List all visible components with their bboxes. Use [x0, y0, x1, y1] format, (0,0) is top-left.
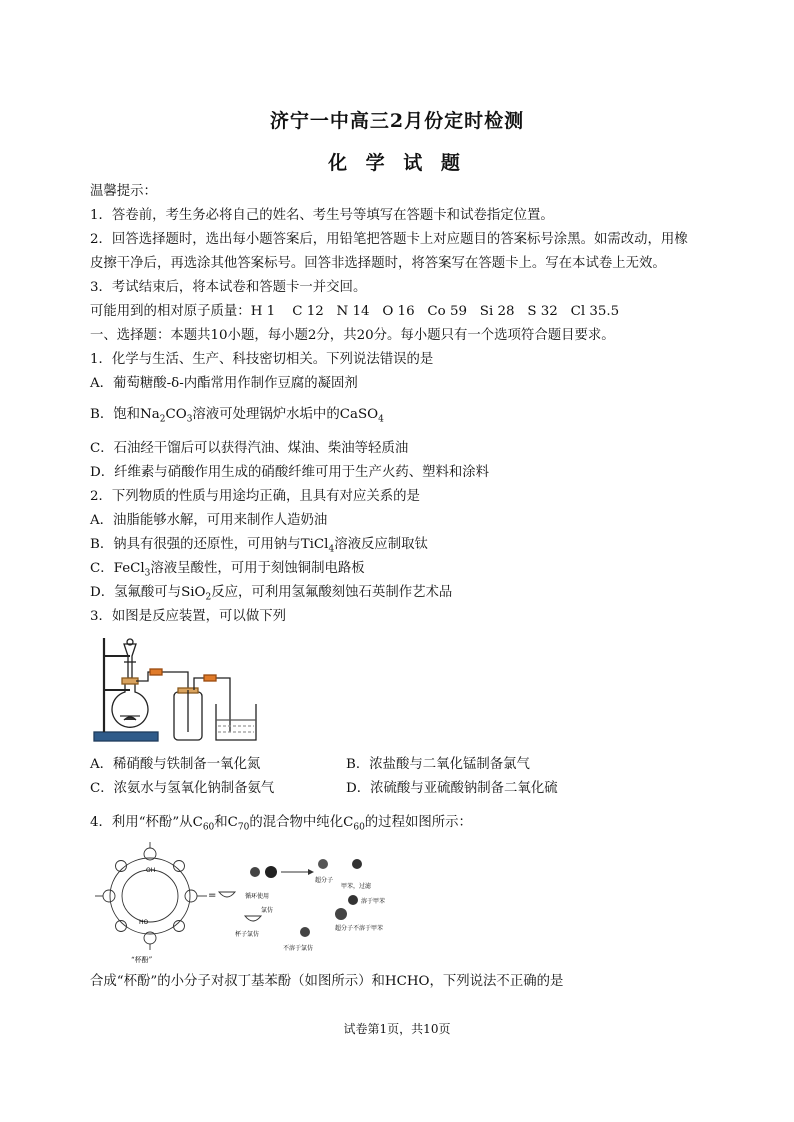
atomic-masses-label: 可能用到的相对原子质量： — [90, 304, 251, 319]
dropping-funnel — [124, 644, 136, 678]
stand-base — [94, 732, 158, 741]
calixarene-structure — [95, 842, 207, 950]
supramolecule-icon — [318, 859, 328, 869]
q2-option-d — [90, 585, 452, 606]
formula-c60-sub: 60 — [202, 822, 215, 833]
formula-c70: C — [227, 815, 238, 830]
q4-stem — [90, 815, 472, 836]
q4-and: 和 — [214, 815, 228, 830]
q1-option-b — [90, 407, 384, 428]
formula-caso: CaSO — [339, 407, 379, 422]
oh-label: OH — [146, 867, 156, 874]
formula-co: CO — [165, 407, 187, 422]
atomic-mass-n: N 14 — [336, 304, 370, 319]
q3-option-d: D．浓硫酸与亚硫酸钠制备二氧化硫 — [346, 781, 558, 796]
c70-dissolved-icon — [348, 895, 358, 905]
ho-label: HO — [139, 919, 149, 926]
supramolecule-label: 超分子 — [315, 877, 334, 884]
formula-sio: SiO — [181, 585, 206, 600]
q2-c-prefix: C． — [90, 561, 114, 576]
q1-option-c: C．石油经干馏后可以获得汽油、煤油、柴油等轻质油 — [90, 441, 409, 456]
q2-b-prefix: B．钠具有很强的还原性，可用钠与 — [90, 537, 301, 552]
reaction-apparatus-figure — [90, 632, 270, 747]
calixarene-process-figure — [95, 840, 395, 965]
exam-title: 济宁一中高三2月份定时检测 — [269, 110, 525, 132]
q2-option-b — [90, 537, 428, 558]
q2-c-post: 溶液呈酸性，可用于刻蚀铜制电路板 — [150, 561, 365, 576]
dissolve-toluene-label: 溶于甲苯 — [361, 898, 386, 905]
formula-fecl-sub: 3 — [144, 568, 151, 579]
formula-c60: C — [192, 815, 203, 830]
c60-product-icon — [300, 927, 310, 937]
q3-option-b: B．浓盐酸与二氧化锰制备氯气 — [346, 757, 530, 772]
section-1-heading: 一、选择题：本题共10小题，每小题2分，共20分。每小题只有一个选项符合题目要求。 — [90, 328, 615, 343]
toluene-filter-label: 甲苯，过滤 — [341, 883, 372, 890]
delivery-tube-2 — [194, 678, 230, 732]
page-footer: 试卷第1页，共10页 — [343, 1022, 451, 1036]
formula-ticl-sub: 4 — [328, 544, 335, 555]
tip-1: 1．答卷前，考生务必将自己的姓名、考生号等填写在答题卡和试卷指定位置。 — [90, 208, 554, 223]
rubber-joint-1 — [150, 669, 162, 675]
atomic-masses-line — [90, 304, 619, 320]
tip-3: 3．考试结束后，将本试卷和答题卡一并交回。 — [90, 280, 367, 295]
recycle-label: 循环使用 — [245, 893, 270, 900]
calix-label: “杯酚” — [131, 956, 153, 964]
q3-option-a: A．稀硝酸与铁制备一氧化氮 — [90, 757, 261, 772]
q3-option-c: C．浓氨水与氢氧化钠制备氨气 — [90, 781, 275, 796]
atomic-mass-co: Co 59 — [427, 304, 467, 319]
q1-b-prefix: B．饱和 — [90, 407, 141, 422]
q4-stem-post: 的过程如图所示： — [364, 815, 472, 830]
insoluble-chloroform-label: 不溶于氯仿 — [283, 945, 314, 952]
formula-sio-sub: 2 — [205, 592, 212, 603]
calix-chloroform-label: 杯子氯仿 — [235, 931, 260, 938]
q4-stem-mid: 的混合物中纯化 — [249, 815, 344, 830]
q1-stem: 1．化学与生活、生产、科技密切相关。下列说法错误的是 — [90, 352, 434, 367]
c70-free-icon — [352, 859, 362, 869]
q2-option-a: A．油脂能够水解，可用来制作人造奶油 — [90, 513, 328, 528]
q4-tail: 合成“杯酚”的小分子对叔丁基苯酚（如图所示）和HCHO，下列说法不正确的是 — [90, 974, 564, 989]
c70-molecule-icon — [265, 866, 277, 878]
atomic-mass-c: C 12 — [292, 304, 324, 319]
formula-fecl: FeCl — [113, 561, 145, 576]
formula-ticl: TiCl — [300, 537, 329, 552]
atomic-mass-cl: Cl 35.5 — [570, 304, 620, 319]
c60-molecule-icon — [250, 867, 260, 877]
subject-title: 化 学 试 题 — [328, 152, 466, 174]
q2-d-prefix: D．氢氟酸可与 — [90, 585, 182, 600]
formula-co-sub: 3 — [186, 414, 193, 425]
atomic-mass-s: S 32 — [527, 304, 558, 319]
flask-stopper — [122, 678, 138, 684]
equals-sign: = — [208, 890, 217, 901]
formula-c60-b: C — [343, 815, 354, 830]
chloroform-label: 氯仿 — [261, 907, 274, 914]
tip-2-cont: 皮擦干净后，再选涂其他答案标号。回答非选择题时，将答案写在答题卡上。写在本试卷上无效。 — [90, 256, 666, 271]
formula-c60-b-sub: 60 — [353, 822, 365, 833]
q1-option-a: A．葡萄糖酸-δ-内酯常用作制作豆腐的凝固剂 — [90, 376, 358, 391]
beaker — [216, 704, 256, 740]
formula-na-sub: 2 — [159, 414, 166, 425]
formula-c70-sub: 70 — [237, 822, 250, 833]
atomic-mass-h: H 1 — [250, 304, 276, 319]
tip-2: 2．回答选择题时，选出每小题答案后，用铅笔把答题卡上对应题目的答案标号涂黑。如需改动，用橡 — [90, 232, 688, 247]
q3-stem: 3．如图是反应装置，可以做下列 — [90, 609, 286, 624]
q2-b-post: 溶液反应制取钛 — [334, 537, 428, 552]
q1-b-mid: 溶液可处理锅炉水垢中的 — [192, 407, 340, 422]
q2-option-c — [90, 561, 365, 582]
c60-insoluble-icon — [335, 908, 347, 920]
flask-solid — [124, 717, 136, 720]
cup-icon — [219, 892, 235, 897]
tips-heading: 温馨提示： — [90, 184, 157, 199]
rubber-joint-2 — [204, 675, 216, 681]
insoluble-toluene-label: 超分子不溶于甲苯 — [335, 925, 384, 932]
cup-chloroform-icon — [245, 916, 261, 921]
q2-d-post: 反应，可利用氢氟酸刻蚀石英制作艺术品 — [211, 585, 453, 600]
q2-stem: 2．下列物质的性质与用途均正确，且具有对应关系的是 — [90, 489, 420, 504]
atomic-mass-si: Si 28 — [479, 304, 515, 319]
q4-stem-prefix: 4．利用“杯酚”从 — [90, 815, 193, 830]
atomic-mass-o: O 16 — [382, 304, 415, 319]
round-flask — [112, 682, 148, 727]
formula-na: Na — [140, 407, 160, 422]
formula-caso-sub: 4 — [378, 414, 384, 425]
q1-option-d: D．纤维素与硝酸作用生成的硝酸纤维可用于生产火药、塑料和涂料 — [90, 465, 490, 480]
